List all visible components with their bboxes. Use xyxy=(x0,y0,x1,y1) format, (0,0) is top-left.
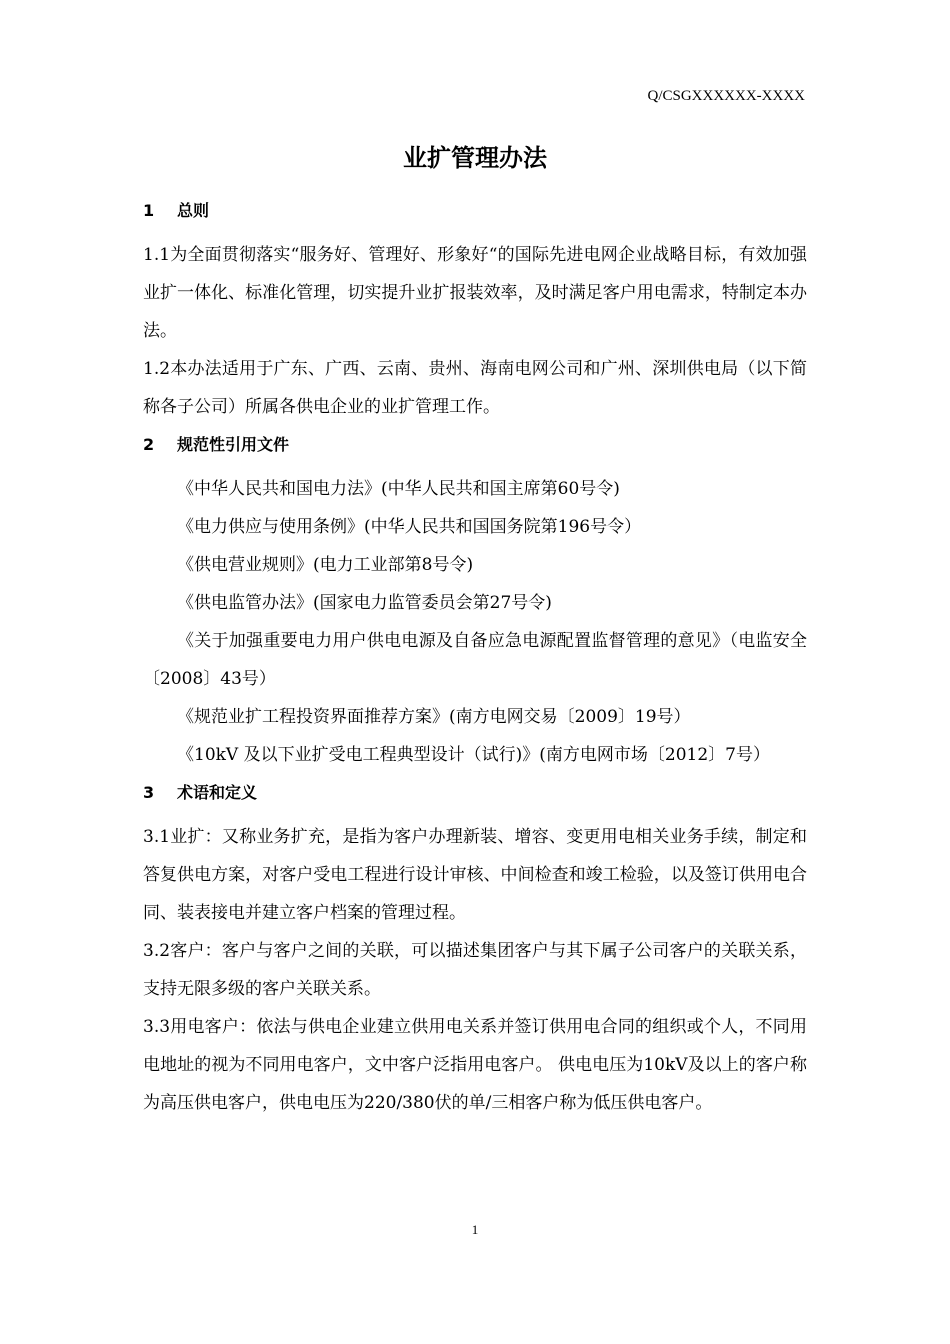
paragraph-3-1: 3.1业扩：又称业务扩充，是指为客户办理新装、增容、变更用电相关业务手续，制定和答复供电方案，对客户受电工程进行设计审核、中间检查和竣工检验，以及签订供用电合同、装表接电并建立客户档案的管理过程。 xyxy=(143,827,807,923)
section-title: 总则 xyxy=(177,201,210,220)
reference-item: 《电力供应与使用条例》(中华人民共和国国务院第196号令） xyxy=(177,517,642,537)
section-number: 1 xyxy=(143,201,155,220)
reference-item: 《关于加强重要电力用户供电电源及自备应急电源配置监督管理的意见》（电监安全〔2008〕43号） xyxy=(143,631,807,689)
document-body xyxy=(143,196,807,1122)
section-title: 术语和定义 xyxy=(177,783,258,802)
section-number: 3 xyxy=(143,783,155,802)
section-heading-terms xyxy=(143,778,807,816)
paragraph-1-1: 1.1为全面贯彻落实“服务好、管理好、形象好“的国际先进电网企业战略目标，有效加强业扩一体化、标准化管理，切实提升业扩报装效率，及时满足客户用电需求，特制定本办法。 xyxy=(143,245,807,341)
paragraph-1-2: 1.2本办法适用于广东、广西、云南、贵州、海南电网公司和广州、深圳供电局（以下简称各子公司）所属各供电企业的业扩管理工作。 xyxy=(143,359,807,417)
reference-item: 《规范业扩工程投资界面推荐方案》(南方电网交易〔2009〕19号） xyxy=(177,707,691,727)
section-heading-references xyxy=(143,430,807,468)
reference-item: 《供电营业规则》(电力工业部第8号令) xyxy=(177,555,474,575)
document-code: Q/CSGXXXXXX-XXXX xyxy=(647,88,805,104)
reference-item: 《10kV 及以下业扩受电工程典型设计（试行)》(南方电网市场〔2012〕7号） xyxy=(177,745,770,765)
paragraph-3-3: 3.3用电客户：依法与供电企业建立供用电关系并签订供用电合同的组织或个人，不同用电地址的视为不同用电客户，文中客户泛指用电客户。 供电电压为10kV及以上的客户称为高压供电客户，供电电压为220/380伏的单/三相客户称为低压供电客户。 xyxy=(143,1017,807,1113)
reference-item: 《中华人民共和国电力法》(中华人民共和国主席第60号令) xyxy=(177,479,620,499)
reference-item: 《供电监管办法》(国家电力监管委员会第27号令) xyxy=(177,593,552,613)
paragraph-3-2: 3.2客户：客户与客户之间的关联，可以描述集团客户与其下属子公司客户的关联关系，支持无限多级的客户关联关系。 xyxy=(143,941,807,999)
page-number: 1 xyxy=(471,1222,479,1237)
section-title: 规范性引用文件 xyxy=(177,435,290,454)
document-title: 业扩管理办法 xyxy=(403,144,547,172)
section-number: 2 xyxy=(143,435,155,454)
section-heading-general xyxy=(143,196,807,234)
